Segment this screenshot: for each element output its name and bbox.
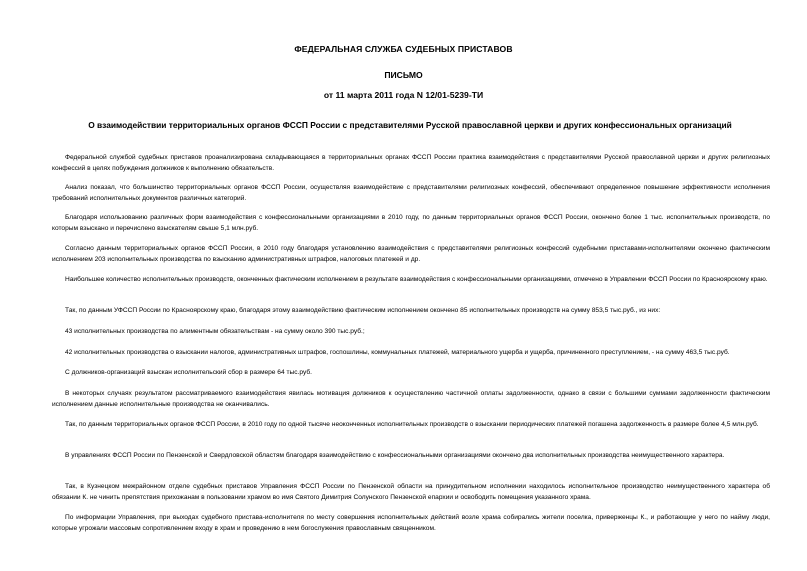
paragraph-1: Федеральной службой судебных приставов проанализирована складывающаяся в территориальных органах ФССП России практика взаимодействия с представителями Русской православной церкви и других религиозных конфессий в целях побуждения должников к выполнению обязательств. xyxy=(52,154,770,172)
paragraph-3: Благодаря использованию различных форм взаимодействия с конфессиональными организациями в 2010 году, по данным территориальных органов ФССП России, окончено более 1 тыс. исполнительных производств, по которым взыскано и перечислено взыскателям свыше 5,1 млн.руб. xyxy=(52,214,770,232)
paragraph-10: В некоторых случаях результатом рассматриваемого взаимодействия явилась мотивация должников к осуществлению частичной оплаты задолженности, однако в связи с большими суммами задолженности фактическим исполнением данные исполнительные производства не оканчивались. xyxy=(52,390,770,408)
paragraph-9: С должников-организаций взыскан исполнительский сбор в размере 64 тыс.руб. xyxy=(65,369,312,376)
paragraph-12: В управлениях ФССП России по Пензенской и Свердловской областям благодаря взаимодействию с конфессиональными организациями окончено два исполнительных производства неимущественного характера. xyxy=(65,452,725,459)
paragraph-8: 42 исполнительных производства о взыскании налогов, административных штрафов, госпошлины, коммунальных платежей, материального ущерба и ущерба, причиненного преступлением, - на сумму 463,5 тыс.руб. xyxy=(65,349,730,356)
agency-name: ФЕДЕРАЛЬНАЯ СЛУЖБА СУДЕБНЫХ ПРИСТАВОВ xyxy=(294,44,513,54)
paragraph-11: Так, по данным территориальных органов ФССП России, в 2010 году по одной тысяче неоконченных исполнительных производств о взыскании периодических платежей погашена задолженность в размере более 4,5 млн.руб. xyxy=(65,421,759,428)
document-title: О взаимодействии территориальных органов ФССП России с представителями Русской православной церкви и других конфессиональных организаций xyxy=(88,120,732,130)
paragraph-14: По информации Управления, при выходах судебного пристава-исполнителя по месту совершения исполнительных действий возле храма собирались жители поселка, приверженцы К., и работающие у него по найму люди, которые угрожали массовым сопротивлением входу в храм и проведению в нем богослужения православным священником. xyxy=(52,514,770,532)
paragraph-4: Согласно данным территориальных органов ФССП России, в 2010 году благодаря установлению взаимодействия с представителями религиозных конфессий судебными приставами-исполнителями окончено фактическим исполнением 203 исполнительных производства по взысканию административных штрафов, налоговых платежей и др. xyxy=(52,245,770,263)
paragraph-5: Наибольшее количество исполнительных производств, оконченных фактическим исполнением в результате взаимодействия с конфессиональными организациями, отмечено в Управлении ФССП России по Красноярскому краю. xyxy=(65,276,768,283)
document-type: ПИСЬМО xyxy=(384,70,423,80)
paragraph-6: Так, по данным УФССП России по Красноярскому краю, благодаря этому взаимодействию фактическим исполнением окончено 85 исполнительных производств на сумму 853,5 тыс.руб., из них: xyxy=(65,307,661,314)
document-date-number: от 11 марта 2011 года N 12/01-5239-ТИ xyxy=(323,90,484,100)
paragraph-2: Анализ показал, что большинство территориальных органов ФССП России, осуществляя взаимодействие с представителями религиозных конфессий, обеспечивают определенное повышение эффективности исполнения требований исполнительных документов различных категорий. xyxy=(52,184,770,202)
paragraph-7: 43 исполнительных производства по алиментным обязательствам - на сумму около 390 тыс.руб.; xyxy=(65,328,365,335)
paragraph-13: Так, в Кузнецком межрайонном отделе судебных приставов Управления ФССП России по Пензенской области на принудительном исполнении находилось исполнительное производство неимущественного характера об обязании К. не чинить препятствия прихожанам в пользовании храмом во имя Святого Димитрия Солунского Пензенской епархии и освободить помещения указанного храма. xyxy=(52,483,770,501)
